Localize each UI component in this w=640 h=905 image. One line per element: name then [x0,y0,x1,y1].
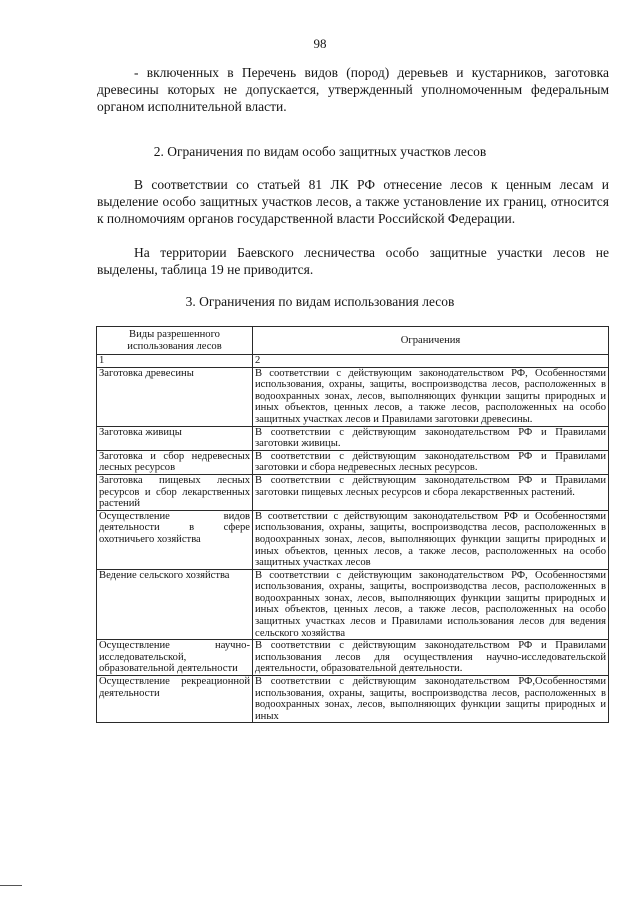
header-restrictions: Ограничения [253,327,609,355]
usage-type-cell: Заготовка пищевых лесных ресурсов и сбор лекарственных растений [97,474,253,510]
table-number-row [97,355,609,368]
usage-type-cell: Осуществление рекреационной деятельности [97,676,253,723]
usage-type-cell: Заготовка древесины [97,367,253,426]
intro-paragraph: - включенных в Перечень видов (пород) деревьев и кустарников, заготовка древесины которых не допускается, утвержденный уполномоченным федеральным органом исполнительной власти. [97,65,609,114]
section-3-heading: 3. Ограничения по видам использования лесов [185,294,455,309]
section-2-heading: 2. Ограничения по видам особо защитных участков лесов [153,144,487,159]
table-row [97,569,609,640]
usage-type-cell: Осуществление научно-исследовательской, образовательной деятельности [97,640,253,676]
restriction-cell: В соответствии с действующим законодательством РФ,Особенностями использования, охраны, защиты, воспроизводства лесов, расположенных в водоохранных зонах, лесов, выполняющих функции защиты природных и иных [253,676,609,723]
column-number-2: 2 [253,355,609,368]
usage-type-cell: Заготовка и сбор недревесных лесных ресурсов [97,450,253,474]
restrictions-table [96,326,609,723]
header-usage-types: Виды разрешенного использования лесов [97,327,253,355]
column-number-1: 1 [97,355,253,368]
table-row [97,450,609,474]
page-number: 98 [313,36,327,51]
restriction-cell: В соответствии с действующим законодательством РФ и Правилами использования лесов для осуществления научно-исследовательской деятельности, образовательной деятельности. [253,640,609,676]
restriction-cell: В соответствии с действующим законодательством РФ, Особенностями использования, охраны, защиты, воспроизводства лесов, расположенных в водоохранных зонах, лесов, выполняющих функции защиты природных и иных объектов, ценных лесов, а также лесов, расположенных на особо защитных участках лесов и Правилами заготовки древесины. [253,367,609,426]
table-header-row [97,327,609,355]
table-row [97,474,609,510]
restriction-cell: В соответствии с действующим законодательством РФ и Правилами заготовки живицы. [253,426,609,450]
scan-edge-mark [0,885,22,886]
table-row [97,426,609,450]
restriction-cell: В соответствии с действующим законодательством РФ и Особенностями использования, охраны, защиты, воспроизводства лесов, расположенных в водоохранных зонах, лесов, выполняющих функции защиты природных и иных объектов, ценных лесов, а также лесов, расположенных на особо защитных участках лесов [253,510,609,569]
section-2-paragraph-1: В соответствии со статьей 81 ЛК РФ отнесение лесов к ценным лесам и выделение особо защитных участков лесов, а также установление их границ, относится к полномочиям органов государственной власти Российской Федерации. [97,177,609,226]
usage-type-cell: Осуществление видов деятельности в сфере охотничьего хозяйства [97,510,253,569]
table-row [97,367,609,426]
table-row [97,510,609,569]
restriction-cell: В соответствии с действующим законодательством РФ и Правилами заготовки и сбора недревесных лесных ресурсов. [253,450,609,474]
section-2-paragraph-2: На территории Баевского лесничества особо защитные участки лесов не выделены, таблица 19 не приводится. [97,245,609,277]
usage-type-cell: Ведение сельского хозяйства [97,569,253,640]
table-row [97,640,609,676]
restriction-cell: В соответствии с действующим законодательством РФ, Особенностями использования, охраны, защиты, воспроизводства лесов, расположенных в водоохранных зонах, лесов, выполняющих функции защиты природных и иных объектов, ценных лесов, а также лесов, расположенных на особо защитных участках лесов и Правилами использования лесов для ведения сельского хозяйства [253,569,609,640]
usage-type-cell: Заготовка живицы [97,426,253,450]
table-row [97,676,609,723]
restriction-cell: В соответствии с действующим законодательством РФ и Правилами заготовки пищевых лесных ресурсов и сбора лекарственных растений. [253,474,609,510]
